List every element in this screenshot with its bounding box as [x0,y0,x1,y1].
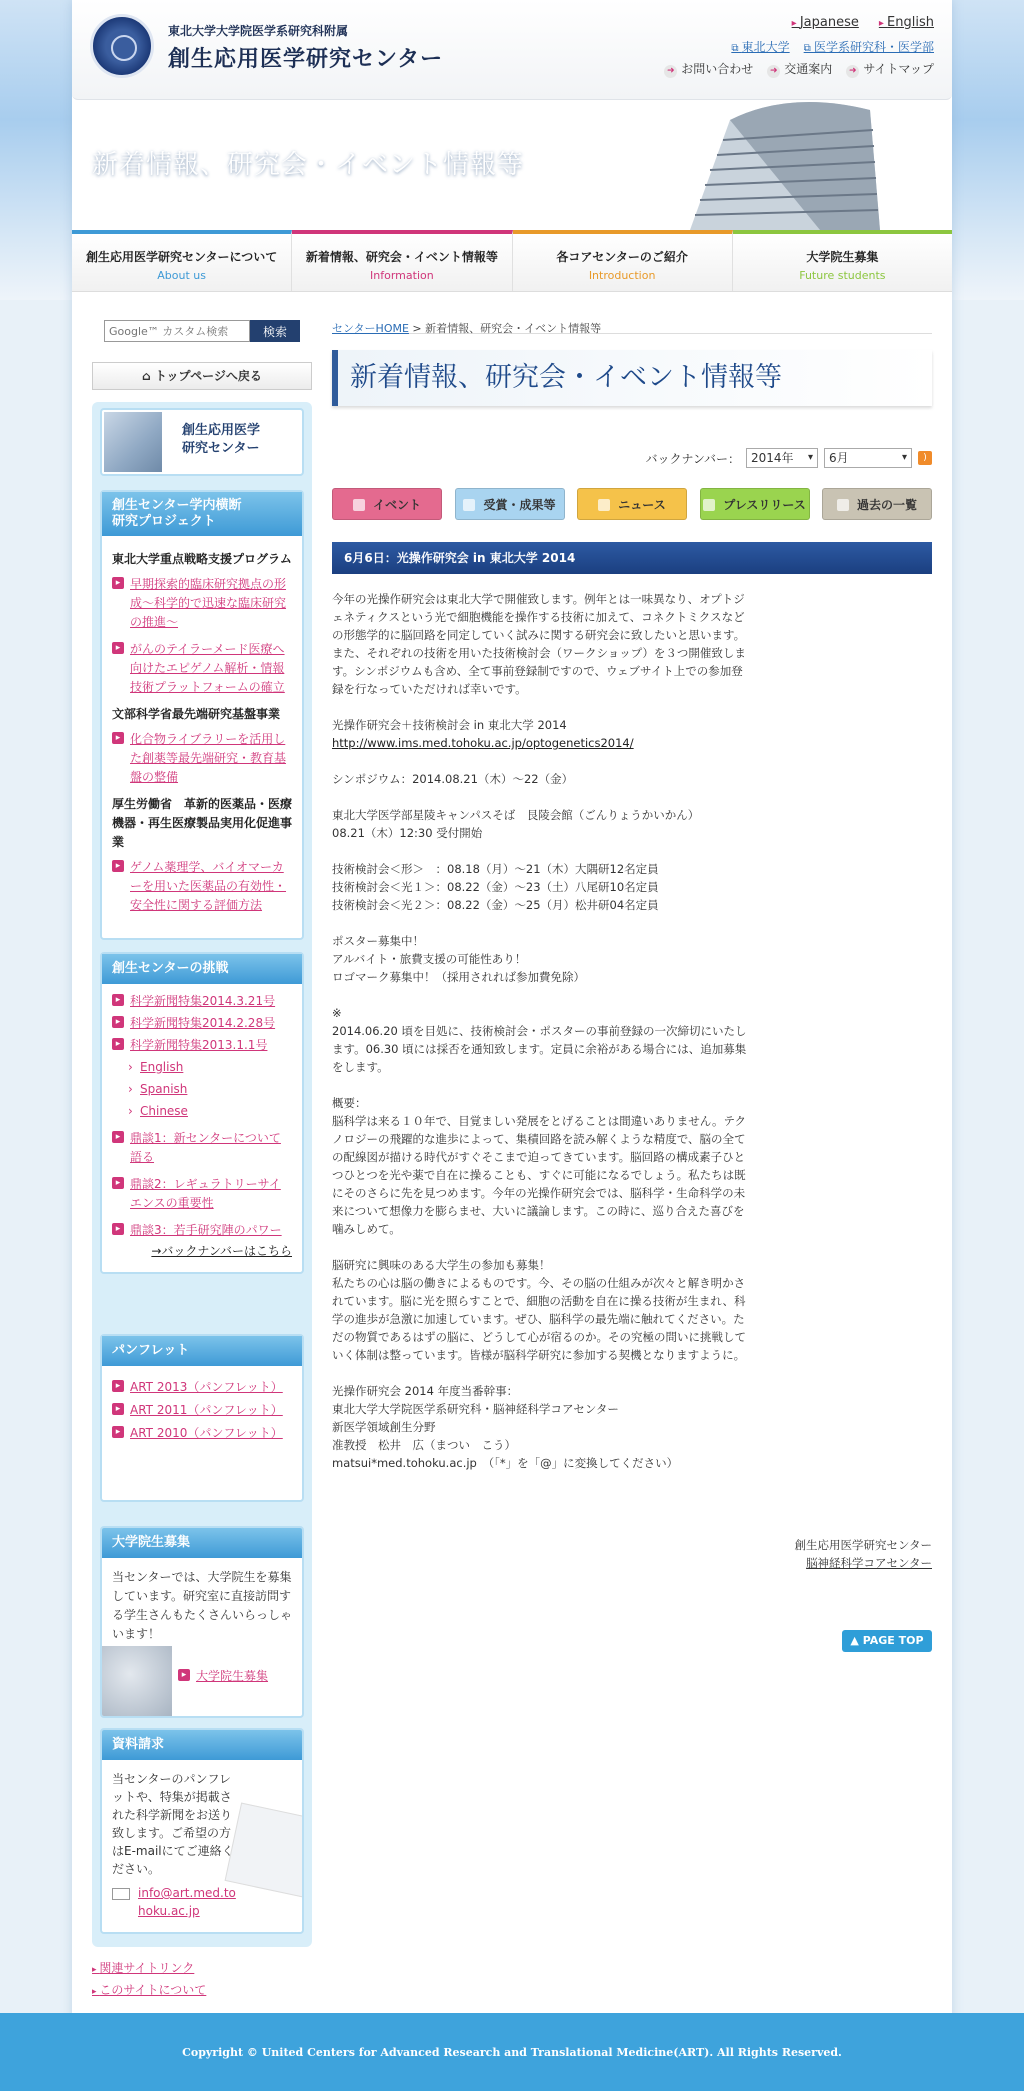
center-banner-label: 創生応用医学 研究センター [182,423,261,456]
dialogue-link[interactable]: ▸ 鼎談2：レギュラトリーサイエンスの重要性 [112,1175,292,1213]
nav-introduction-en: Introduction [588,269,656,282]
sidebar-box-pamphlet [100,1334,304,1502]
project-link[interactable]: ▸ がんのテイラーメード医療へ向けたエピゲノム解析・情報技術プラットフォームの確立 [112,640,292,697]
sidebar-box-recruit [100,1526,304,1718]
nav-introduction[interactable] [513,230,733,291]
utility-links [664,60,934,78]
article-text: 新医学領域創生分野 [332,1420,436,1434]
nav-about-label: 創生応用医学研究センターについて [85,250,278,264]
global-nav [72,230,952,292]
lang-japanese-link[interactable]: ▸ Japanese [792,15,859,30]
category-archive-button[interactable]: 過去の一覧 [822,488,932,520]
copyright-text: Copyright © United Centers for Advanced Research and Translational Medicine(ART). All Rights Reserved. [182,2046,842,2059]
project-link[interactable]: ▸ 化合物ライブラリーを活用した創薬等最先端研究・教育基盤の整備 [112,730,292,787]
category-buttons [332,488,932,520]
breadcrumb-home-link[interactable]: センターHOME [332,322,409,335]
project-group-title: 文部科学省最先端研究基盤事業 [112,707,281,721]
med-school-link[interactable]: ⧉ 医学系研究科・医学部 [804,38,934,55]
tohoku-univ-link[interactable]: ⧉ 東北大学 [731,38,789,55]
month-select[interactable]: 6月 ▾ [824,448,912,468]
nav-information[interactable] [292,230,512,291]
page-container [72,0,952,2030]
category-awards-button[interactable]: 受賞・成果等 [455,488,565,520]
article-text: ポスター募集中！ [332,934,424,948]
news-feature-link[interactable]: ▸ 科学新聞特集2014.2.28号 [112,1014,292,1033]
rss-icon[interactable]: ) [918,451,932,465]
category-news-button[interactable]: ニュース [577,488,687,520]
article-text: 技術検討会＜形＞ ：08.18（月）～21（木）大隅研12名定員 [332,862,659,876]
category-press-button[interactable]: プレスリリース [700,488,810,520]
dialogue-link[interactable]: ▸ 鼎談1：新センターについて語る [112,1129,292,1167]
nav-future-students-en: Future students [799,269,886,282]
building-image [670,100,900,230]
nav-introduction-label: 各コアセンターのご紹介 [556,250,688,264]
home-icon: ⌂ [142,369,155,383]
dialogue-link[interactable]: ▸ 鼎談3：若手研究陣のパワー [112,1221,292,1240]
article-body [332,590,752,1490]
nav-future-students-label: 大学院生募集 [806,250,879,264]
article-title: 6月6日：光操作研究会 in 東北大学 2014 [332,542,932,574]
recruit-link[interactable]: ▸ 大学院生募集 [178,1667,268,1686]
article-text: 私たちの心は脳の働きによるものです。今、その脳の仕組みが次々と解き明かされています。脳に光を照らすことで、細胞の活動を自在に操る技術が生まれ、科学の進歩が急激に加速しています。ぜひ、脳科学の最先端に触れてください。ただの物質であるはずの脳に、どうして心が宿るのか。その究極の問いに挑戦していく体制は整っています。皆様が脳科学研究に参加する契機となりますように。 [332,1276,746,1362]
article-text: matsui*med.tohoku.ac.jp （「*」を「@」に変換してください） [332,1456,679,1470]
materials-email-link[interactable]: info@art.med.tohoku.ac.jp [138,1886,236,1918]
backnumber-label: バックナンバー： [645,451,740,466]
article-text: アルバイト・旅費支援の可能性あり！ [332,952,527,966]
lang-sublink-chinese[interactable]: › Chinese [112,1102,292,1121]
about-site-link[interactable]: ▸ このサイトについて [92,1980,206,2002]
search-button[interactable]: 検索 [250,320,300,342]
lang-english-link[interactable]: ▸ English [879,15,934,30]
article-text: 光操作研究会＋技術検討会 in 東北大学 2014 [332,718,567,732]
article-text: 2014.06.20 頃を目処に、技術検討会・ポスターの事前登録の一次締切にいたします。06.30 頃には採否を通知致します。定員に余裕がある場合には、追加募集をします。 [332,1024,747,1074]
nav-future-students[interactable] [733,230,952,291]
org-subtitle: 東北大学大学院医学系研究科附属 [168,24,349,38]
page-title: 新着情報、研究会・イベント情報等 [332,350,932,406]
org-title[interactable]: 創生応用医学研究センター [168,47,444,72]
year-select[interactable]: 2014年 ▾ [746,448,818,468]
article-paragraph: 今年の光操作研究会は東北大学で開催致します。例年とは一味異なり、オプトジェネティクスという光で細胞機能を操作する技術に加えて、コネクトミクスなどの形態学的に脳回路を同定していく試みに関する研究会に致したいと思います。また、それぞれの技術を用いた技術検討会（ワークショップ）を３つ開催致します。シンポジウムも含め、全て事前登録制ですので、ウェブサイト上での参加登録を行なっていただければ幸いです。 [332,592,746,696]
footer-links [92,1958,206,2002]
university-seal-logo[interactable] [90,14,154,78]
category-event-button[interactable]: イベント [332,488,442,520]
article-text: 准教授 松井 広（まつい こう） [332,1438,516,1452]
article-text: ※ [332,1006,342,1020]
backnumber-selector [645,448,932,468]
signature-center: 創生応用医学研究センター [794,1538,932,1552]
sitemap-link[interactable]: ➜ サイトマップ [846,60,934,78]
project-link[interactable]: ▸ ゲノム薬理学、バイオマーカーを用いた医薬品の有効性・安全性に関する評価方法 [112,858,292,915]
materials-heading: 資料請求 [102,1730,302,1760]
site-header [72,0,952,100]
project-link[interactable]: ▸ 早期探索的臨床研究拠点の形成～科学的で迅速な臨床研究の推進～ [112,575,292,632]
related-sites-link[interactable]: ▸ 関連サイトリンク [92,1958,206,1980]
page-top-button[interactable]: ▲ PAGE TOP [842,1630,932,1652]
article-text: 東北大学医学部星陵キャンパスそば 艮陵会館（ごんりょうかいかん） [332,808,700,822]
news-feature-link[interactable]: ▸ 科学新聞特集2013.1.1号 [112,1036,292,1055]
article-text: 技術検討会＜光１＞：08.22（金）～23（土）八尾研10名定員 [332,880,659,894]
backnumber-link[interactable]: →バックナンバーはこちら [151,1244,292,1258]
hero-title: 新着情報、研究会・イベント情報等 [92,150,525,180]
project-group-title: 厚生労働省 革新的医薬品・医療機器・再生医療製品実用化促進事業 [112,797,293,849]
news-feature-link[interactable]: ▸ 科学新聞特集2014.3.21号 [112,992,292,1011]
sidebar-box-challenge [100,952,304,1274]
lang-sublink-spanish[interactable]: › Spanish [112,1080,292,1099]
article-text: 概要： [332,1096,367,1110]
pamphlet-link[interactable]: ▸ ART 2013（パンフレット） [112,1378,292,1397]
site-search [104,320,300,342]
article-text: 08.21（木）12:30 受付開始 [332,826,483,840]
mail-icon [112,1888,130,1900]
nav-about-en: About us [157,269,206,282]
pamphlet-heading: パンフレット [102,1336,302,1366]
center-building-thumbnail [104,412,162,472]
back-to-top-page-label: トップページへ戻る [154,369,262,383]
site-footer [0,2013,1024,2091]
project-group-title: 東北大学重点戦略支援プログラム [112,552,292,566]
nav-about[interactable] [72,230,292,291]
hero-banner [0,100,1024,230]
center-banner[interactable] [100,408,304,476]
sidebar-box-materials [100,1728,304,1934]
external-links [731,38,934,55]
sidebar-box-projects [100,490,304,940]
pamphlet-link[interactable]: ▸ ART 2010（パンフレット） [112,1424,292,1443]
breadcrumb [332,310,932,334]
language-switcher [792,15,934,30]
nav-information-en: Information [370,269,434,282]
article-signature [794,1536,932,1572]
contact-link[interactable]: ➜ お問い合わせ [664,60,753,78]
article-text: 脳研究に興味のある大学生の参加も募集！ [332,1258,551,1272]
email-row [112,1884,238,1920]
projects-heading: 創生センター学内横断 研究プロジェクト [102,492,302,536]
recruit-text: 当センターでは、大学院生を募集しています。研究室に直接訪問する学生さんもたくさんいらっしゃいます！ [112,1570,293,1641]
recruit-heading: 大学院生募集 [102,1528,302,1558]
nav-information-label: 新着情報、研究会・イベント情報等 [305,250,498,264]
signature-core-link[interactable]: 脳神経科学コアセンター [806,1556,932,1570]
lang-sublink-english[interactable]: › English [112,1058,292,1077]
article-text: ロゴマーク募集中！（採用されれば参加費免除） [332,970,585,984]
materials-text: 当センターのパンフレットや、特集が掲載された科学新聞をお送り致します。ご希望の方はE-mailにてご連絡ください。 [112,1772,234,1876]
pamphlet-link[interactable]: ▸ ART 2011（パンフレット） [112,1401,292,1420]
article-text: 脳科学は来る１０年で、目覚ましい発展をとげることは間違いありません。テクノロジーの飛躍的な進歩によって、集積回路を読み解くような精度で、脳の全ての配線図が描ける時代がすぐそこまで迫ってきています。脳回路の構成素子ひとつひとつを光や薬で自在に操ることも、すぐに可能になるでしょう。私たちは既にそのさらに先を見つめます。今年の光操作研究会では、脳科学・生命科学の未来について想像力を膨らませ、大いに議論します。この時に、巡り合えた喜びを噛みしめて。 [332,1114,746,1236]
article-text: 東北大学大学院医学系研究科・脳神経科学コアセンター [332,1402,619,1416]
article-paragraph: シンポジウム：2014.08.21（木）～22（金） [332,772,574,786]
access-link[interactable]: ➜ 交通案内 [767,60,832,78]
article-text: 光操作研究会 2014 年度当番幹事： [332,1384,519,1398]
symposium-url-link[interactable]: http://www.ims.med.tohoku.ac.jp/optogenetics2014/ [332,736,634,750]
article-text: 技術検討会＜光２＞：08.22（金）～25（月）松井研04名定員 [332,898,659,912]
main-content [332,310,932,1647]
challenge-heading: 創生センターの挑戦 [102,954,302,984]
search-input[interactable] [104,320,250,342]
students-photo [102,1646,172,1716]
breadcrumb-current: > 新着情報、研究会・イベント情報等 [408,322,602,335]
back-to-top-page-button[interactable] [92,362,312,390]
